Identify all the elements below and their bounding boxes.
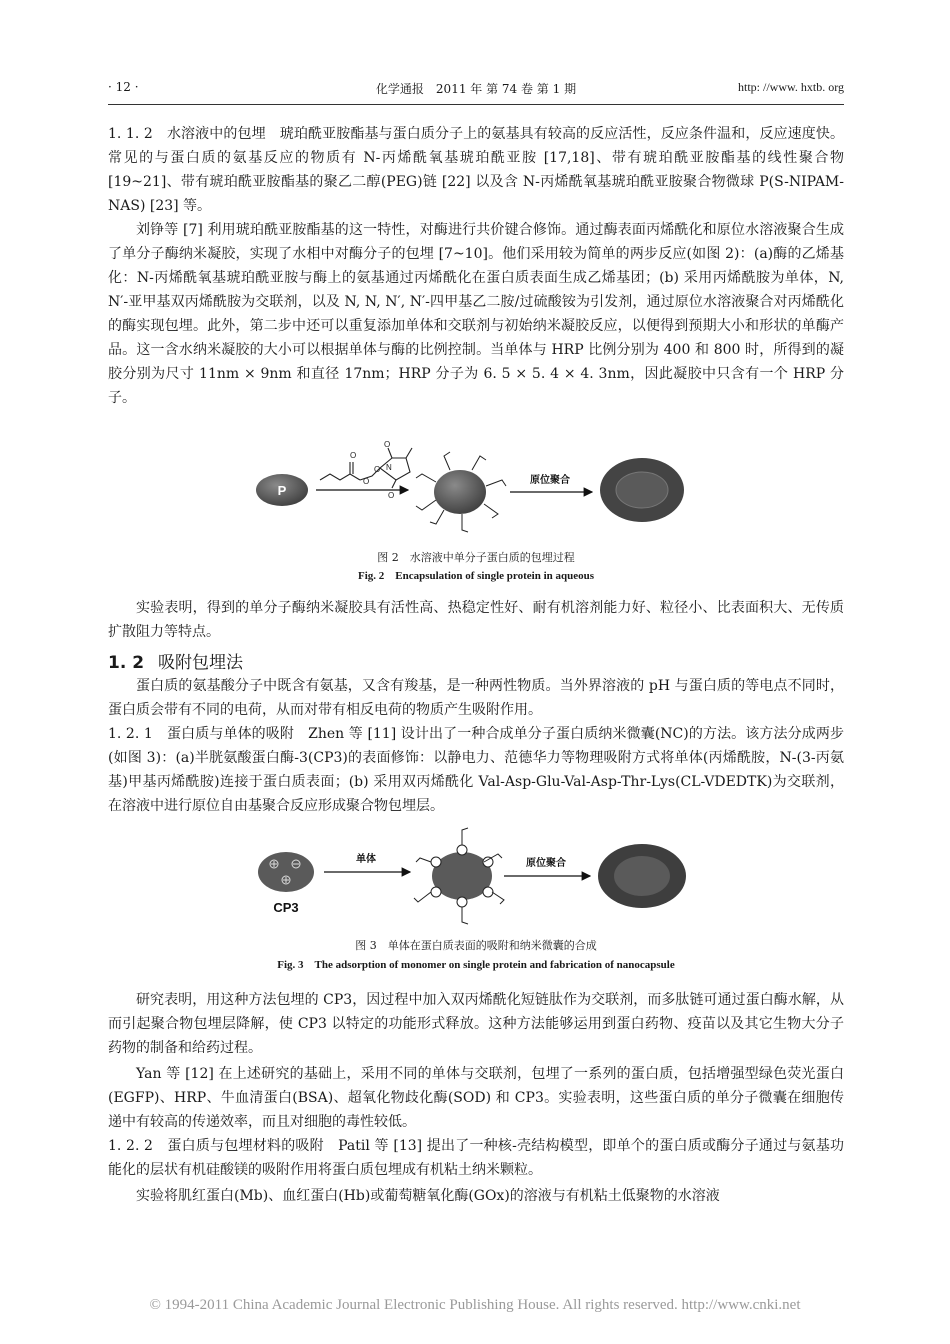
figure-3-caption-cn: 图 3 单体在蛋白质表面的吸附和纳米微囊的合成	[355, 939, 597, 952]
atom-o-label: O	[363, 477, 370, 486]
figure-2-diagram	[240, 438, 720, 542]
section-title: 吸附包埋法	[158, 653, 244, 673]
running-header	[108, 80, 844, 100]
arrow-label-monomer: 单体	[356, 854, 376, 865]
page-number: · 12 ·	[108, 80, 139, 94]
header-rule	[108, 104, 844, 105]
paragraph-yan: Yan 等 [12] 在上述研究的基础上，采用不同的单体与交联剂，包埋了一系列的蛋白质，包括增强型绿色荧光蛋白(EGFP)、HRP、牛血清蛋白(BSA)、超氧化物歧化酶(SOD) 和 CP3。实验表明，这些蛋白质的单分子微囊在细胞传递中有较高的传递效率，而且对细胞的毒性较低。	[108, 1066, 844, 1130]
arrow-label-in-situ: 原位聚合	[526, 858, 566, 869]
journal-info: 化学通报 2011 年 第 74 卷 第 1 期	[375, 82, 577, 96]
paragraph-adsorption-intro: 蛋白质的氨基酸分子中既含有氨基，又含有羧基，是一种两性物质。当外界溶液的 pH 与蛋白质的等电点不同时，蛋白质会带有不同的电荷，从而对带有相反电荷的物质产生吸附作用。	[108, 678, 844, 718]
arrow-label-in-situ: 原位聚合	[530, 475, 570, 486]
nanocapsule-core	[614, 856, 670, 896]
section-number: 1. 2	[108, 653, 145, 673]
figure-2-caption-en: Fig. 2 Encapsulation of single protein in aqueous	[357, 570, 595, 582]
paragraph-1-1-2: 1. 1. 2 水溶液中的包埋 琥珀酰亚胺酯基与蛋白质分子上的氨基具有较高的反应活性，反应条件温和，反应速度快。常见的与蛋白质的氨基反应的物质有 N-丙烯酰氧基琥珀酰亚胺 [17,18]、带有琥珀酰亚胺酯基的线性聚合物 [19~21]、带有琥珀酰亚胺酯基的聚乙二醇(PEG)链 [22] 以及含 N-丙烯酰氧基琥珀酰亚胺聚合物微球 P(S-NIPAM-NAS) [23] 等。	[108, 126, 844, 214]
paragraph-results: 实验表明，得到的单分子酶纳米凝胶具有活性高、热稳定性好、耐有机溶剂能力好、粒径小、比表面积大、无传质扩散阻力等特点。	[108, 600, 844, 640]
paragraph-liu-zheng: 刘铮等 [7] 利用琥珀酰亚胺酯基的这一特性，对酶进行共价键合修饰。通过酶表面丙烯酰化和原位水溶液聚合生成了单分子酶纳米凝胶，实现了水相中对酶分子的包埋 [7~10]。他们采用较为简单的两步反应(如图 2)：(a)酶的乙烯基化：N-丙烯酰氧基琥珀酰亚胺与酶上的氨基通过丙烯酰化在蛋白质表面生成乙烯基团；(b) 采用丙烯酰胺为单体，N, N′-亚甲基双丙烯酰胺为交联剂，以及 N, N, N′, N′-四甲基乙二胺/过硫酸铵为引发剂，通过原位水溶液聚合对丙烯酰化的酶实现包埋。此外，第二步中还可以重复添加单体和交联剂与初始纳米凝胶反应，以便得到预期大小和形状的单酶产品。这一含水纳米凝胶的大小可以根据单体与酶的比例控制。当单体与 HRP 比例分别为 400 和 800 时，所得到的凝胶分别为尺寸 11nm × 9nm 和直径 17nm；HRP 分子为 6. 5 × 5. 4 × 4. 3nm，因此凝胶中只含有一个 HRP 分子。	[108, 222, 844, 406]
figure-3-diagram	[240, 820, 720, 932]
atom-o-label: O	[388, 491, 395, 500]
atom-n-label: N	[386, 463, 392, 472]
section-heading-1-2	[108, 648, 243, 673]
atom-o-label: O	[350, 451, 357, 460]
figure-2-caption-cn: 图 2 水溶液中单分子蛋白质的包埋过程	[377, 551, 575, 564]
copyright-footer: © 1994-2011 China Academic Journal Electronic Publishing House. All rights reserved. http://www.cnki.net	[149, 1297, 801, 1313]
paragraph-study-cp3: 研究表明，用这种方法包埋的 CP3，因过程中加入双丙烯酰化短链肽作为交联剂，而多肽链可通过蛋白酶水解，从而引起聚合物包埋层降解，使 CP3 以特定的功能形式释放。这种方法能够运用到蛋白药物、疫苗以及其它生物大分子药物的制备和给药过程。	[108, 992, 844, 1056]
vinyl-protein-ellipse	[434, 470, 486, 514]
cp3-label: CP3	[273, 900, 299, 915]
atom-o-label: O	[384, 440, 391, 449]
figure-3-caption-en: Fig. 3 The adsorption of monomer on single protein and fabrication of nanocapsule	[277, 959, 675, 971]
atom-o-label: O	[374, 465, 381, 474]
journal-url: http: //www. hxtb. org	[737, 80, 844, 94]
paragraph-experiment: 实验将肌红蛋白(Mb)、血红蛋白(Hb)或葡萄糖氧化酶(GOx)的溶液与有机粘土低聚物的水溶液	[136, 1188, 720, 1204]
paragraph-1-2-1: 1. 2. 1 蛋白质与单体的吸附 Zhen 等 [11] 设计出了一种合成单分子蛋白质纳米微囊(NC)的方法。该方法分成两步(如图 3)：(a)半胱氨酸蛋白酶-3(CP3)的表面修饰：以静电力、范德华力等物理吸附方式将单体(丙烯酰胺，N-(3-丙氨基)甲基丙烯酰胺)连接于蛋白质表面；(b) 采用双丙烯酰化 Val-Asp-Glu-Val-Asp-Thr-Lys(CL-VDEDTK)为交联剂，在溶液中进行原位自由基聚合反应形成聚合物包埋层。	[108, 726, 844, 814]
protein-label: P	[277, 483, 287, 498]
paragraph-1-2-2: 1. 2. 2 蛋白质与包埋材料的吸附 Patil 等 [13] 提出了一种核-壳结构模型，即单个的蛋白质或酶分子通过与氨基功能化的层状有机硅酸镁的吸附作用将蛋白质包埋成有机粘土纳米颗粒。	[108, 1138, 844, 1178]
cp3-protein-ellipse	[258, 852, 314, 892]
nanogel-core	[616, 472, 668, 508]
